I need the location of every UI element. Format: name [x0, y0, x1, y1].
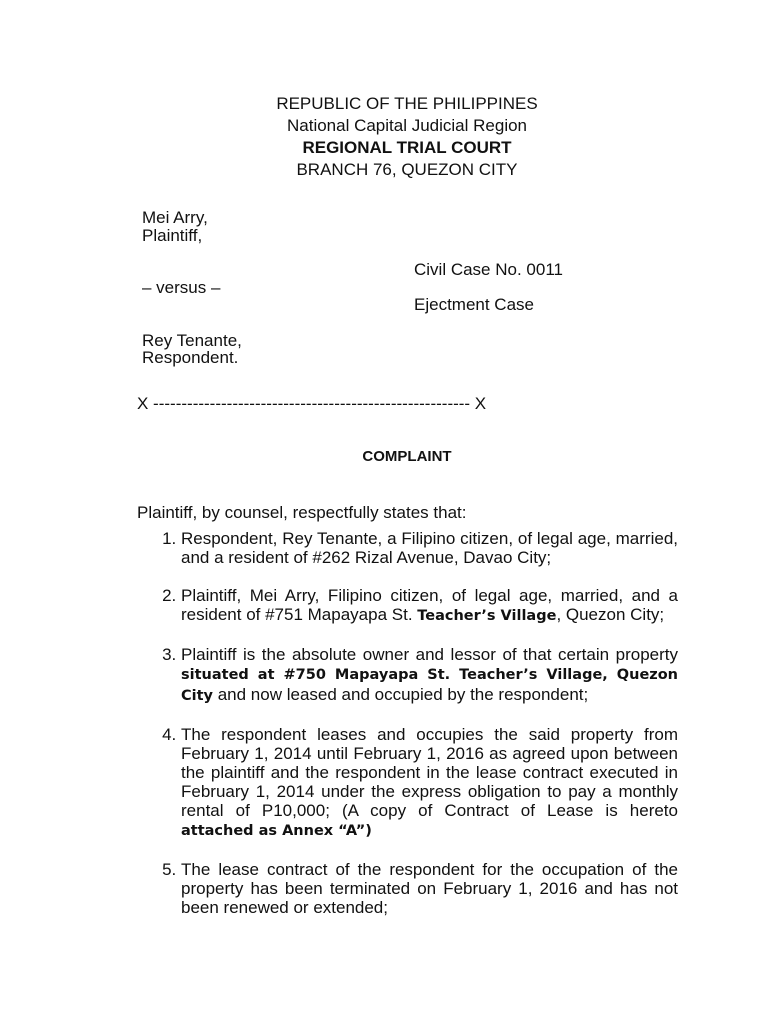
allegation-item	[181, 586, 678, 626]
allegation-item	[181, 645, 678, 706]
caption-divider: X -------------------------------------------------------- X	[137, 394, 487, 413]
allegation-text-village: Teacher’s Village	[417, 608, 557, 624]
allegation-text: Plaintiff, Mei Arry, Filipino citizen, of legal age, married, and a resident of #751 Mapayapa St.	[181, 586, 678, 624]
allegation-text-annex: attached as Annex “A”)	[181, 823, 372, 839]
header-republic: REPUBLIC OF THE PHILIPPINES	[276, 94, 538, 113]
document-title: COMPLAINT	[362, 448, 452, 465]
case-number: Civil Case No. 0011	[414, 260, 563, 279]
court-header	[0, 93, 768, 181]
allegation-text: Respondent, Rey Tenante, a Filipino citizen, of legal age, married, and a resident of #262 Rizal Avenue, Davao City;	[181, 529, 678, 567]
plaintiff-role: Plaintiff,	[142, 226, 203, 245]
allegation-item	[181, 529, 678, 567]
header-region: National Capital Judicial Region	[286, 116, 528, 135]
versus-label: – versus –	[142, 278, 221, 297]
header-branch: BRANCH 76, QUEZON CITY	[296, 160, 518, 179]
respondent-name: Rey Tenante,	[142, 331, 242, 350]
allegation-text: Plaintiff is the absolute owner and lessor of that certain property	[181, 645, 678, 664]
plaintiff-name: Mei Arry,	[142, 208, 208, 227]
intro-statement: Plaintiff, by counsel, respectfully states that:	[137, 503, 467, 522]
allegation-text: The lease contract of the respondent for the occupation of the property has been terminated on February 1, 2016 and has not been renewed or extended;	[181, 860, 678, 917]
allegation-text: and now leased and occupied by the respondent;	[213, 685, 589, 704]
allegations-list	[137, 529, 678, 936]
allegation-text: , Quezon City;	[556, 605, 665, 624]
allegation-text: The respondent leases and occupies the said property from February 1, 2014 until February 1, 2016 as agreed upon between the plaintiff and the respondent in the lease contract executed in February 1, 2014 under the express obligation to pay a monthly rental of P10,000; (A copy of Contract of Lease is hereto	[181, 725, 678, 820]
case-type: Ejectment Case	[414, 295, 534, 314]
respondent-role: Respondent.	[142, 348, 239, 367]
allegation-item	[181, 860, 678, 917]
allegation-item	[181, 725, 678, 841]
allegation-text-property: situated at #750 Mapayapa St. Teacher’s Village, Quezon City	[181, 667, 678, 704]
header-court: REGIONAL TRIAL COURT	[302, 138, 512, 157]
